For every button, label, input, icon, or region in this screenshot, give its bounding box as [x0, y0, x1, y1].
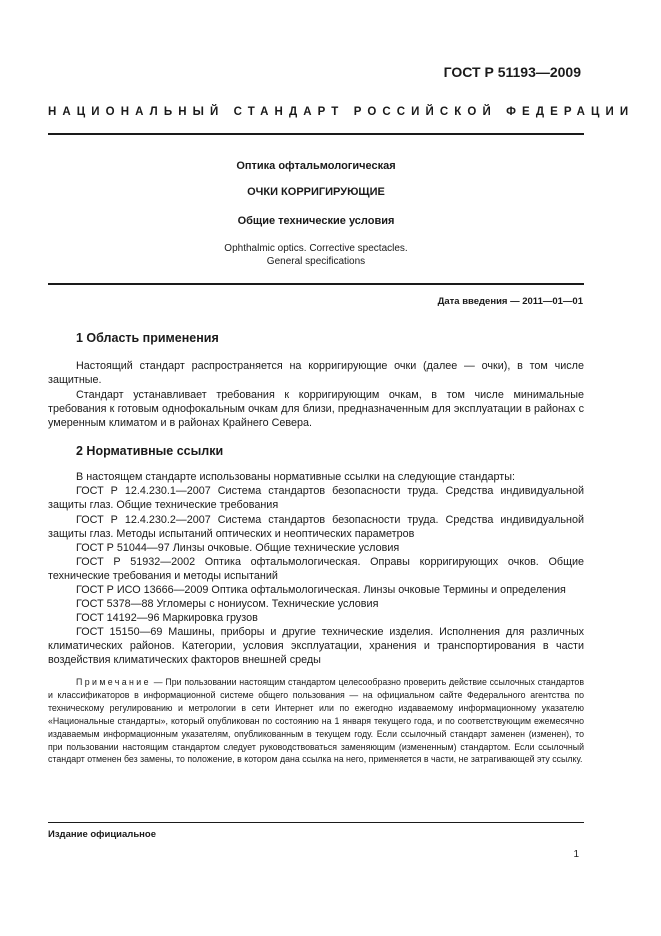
header-rule — [48, 133, 584, 135]
document-number: ГОСТ Р 51193—2009 — [443, 64, 581, 80]
title-line-3: Общие технические условия — [237, 215, 395, 227]
note — [48, 676, 584, 766]
section-1-paragraph: Настоящий стандарт распространяется на корригирующие очки (далее — очки), в том числе защитные. — [48, 360, 584, 386]
english-title-line-2: General specifications — [266, 256, 366, 267]
introduction-date: Дата введения — 2011—01—01 — [437, 296, 583, 307]
footer-rule — [48, 822, 584, 823]
reference-item: ГОСТ Р 12.4.230.2—2007 Система стандартов безопасности труда. Средства индивидуальной защиты глаз. Методы испытаний оптических и неоптических параметров — [48, 514, 584, 540]
reference-item: ГОСТ 14192—96 Маркировка грузов — [76, 612, 258, 624]
reference-item: ГОСТ 15150—69 Машины, приборы и другие технические изделия. Исполнения для различных климатических районов. Категории, условия эксплуатации, хранения и транспортирования в части воздействия климатических факторов внешней среды — [48, 626, 584, 666]
note-label: Примечание — [76, 677, 151, 687]
note-text: — При пользовании настоящим стандартом целесообразно проверить действие ссылочных стандартов и классификаторов в информационной системе общего пользования — на официальном сайте Федерального агентства по техническому регулированию и метрологии в сети Интернет или по ежегодно издаваемому информационному указателю «Национальные стандарты», который опубликован по состоянию на 1 января текущего года, и по соответствующим ежемесячно издаваемым информационным указателям, опубликованным в текущем году. Если ссылочный стандарт заменен (изменен), то при пользовании настоящим стандартом следует руководствоваться заменяющим (измененным) стандартом. Если ссылочный стандарт отменен без замены, то положение, в котором дана ссылка на него, применяется в части, не затрагивающей эту ссылку. — [48, 677, 584, 765]
reference-item: ГОСТ Р 12.4.230.1—2007 Система стандартов безопасности труда. Средства индивидуальной защиты глаз. Общие технические требования — [48, 485, 584, 511]
reference-item: ГОСТ Р 51932—2002 Оптика офтальмологическая. Оправы корригирующих очков. Общие технические требования и методы испытаний — [48, 556, 584, 582]
reference-item: ГОСТ Р ИСО 13666—2009 Оптика офтальмологическая. Линзы очковые Термины и определения — [76, 584, 566, 596]
title-rule — [48, 283, 584, 285]
english-title — [48, 242, 584, 268]
page-number: 1 — [573, 849, 579, 860]
national-standard-heading: НАЦИОНАЛЬНЫЙ СТАНДАРТ РОССИЙСКОЙ ФЕДЕРАЦИИ — [48, 106, 635, 118]
section-1-heading: 1 Область применения — [76, 331, 219, 345]
section-2-heading: 2 Нормативные ссылки — [76, 444, 224, 458]
title-line-2: ОЧКИ КОРРИГИРУЮЩИЕ — [247, 186, 385, 198]
official-edition-label: Издание официальное — [48, 829, 156, 840]
title-line-1: Оптика офтальмологическая — [236, 160, 396, 172]
reference-item: ГОСТ 5378—88 Угломеры с нониусом. Технические условия — [76, 598, 379, 610]
english-title-line-1: Ophthalmic optics. Corrective spectacles. — [224, 243, 408, 254]
section-2-intro: В настоящем стандарте использованы нормативные ссылки на следующие стандарты: — [76, 471, 515, 483]
reference-item: ГОСТ Р 51044—97 Линзы очковые. Общие технические условия — [76, 542, 400, 554]
section-1-paragraph: Стандарт устанавливает требования к корригирующим очкам, в том числе минимальные требования к готовым однофокальным очкам для близи, предназначенным для эксплуатации в районах с умеренным климатом и в районах Крайнего Севера. — [48, 389, 584, 429]
